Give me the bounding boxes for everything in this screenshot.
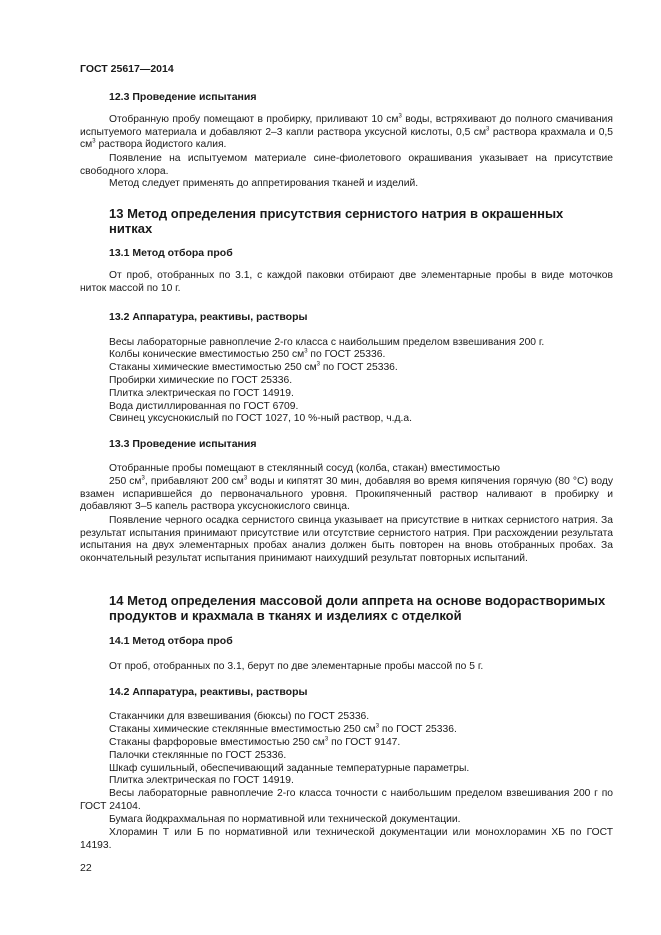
section-title-14: 14 Метод определения массовой доли аппрета на основе водорастворимых продуктов и крахмала в тканях и изделиях с отделкой [109, 593, 606, 623]
subsection-title-13-3: 13.3 Проведение испытания [109, 438, 257, 450]
subsection-title-13-2: 13.2 Аппаратура, реактивы, растворы [109, 311, 308, 323]
list-item-14-2-3: Стаканы фарфоровые вместимостью 250 $см^3$ по ГОСТ 9147. [109, 736, 401, 748]
list-item-14-2-4: Палочки стеклянные по ГОСТ 25336. [109, 750, 287, 761]
page-number: 22 [80, 862, 92, 874]
list-item-13-2-2: Колбы конические вместимостью 250 $см^3$ по ГОСТ 25336. [109, 348, 386, 360]
list-item-14-2-2: Стаканы химические стеклянные вместимостью 250 $см^3$ по ГОСТ 25336. [109, 723, 457, 735]
subsection-title-14-1: 14.1 Метод отбора проб [109, 635, 233, 647]
subsection-title-14-2: 14.2 Аппаратура, реактивы, растворы [109, 686, 308, 698]
paragraph-13-3-3: Появление черного осадка сернистого свинца указывает на присутствие в нитках сернистого натрия. За результат испытания принимают присутствие или отсутствие сернистого натрия. При расхождении результата испытания на двух элементарных пробах анализ должен быть повторен на вновь отобранных пробах. За окончательный результат испытания принимают наихудший результат повторных испытаний. [80, 515, 613, 565]
paragraph-13-3-2: 250 $см^3$, прибавляют 200 $см^3$ воды и кипятят 30 мин, добавляя во время кипячения горячую (80 °С) воду взамен испарившейся до первоначального уровня. Прокипяченный раствор наливают в пробирку и добавляют 3–5 капель раствора уксуснокислого свинца. [80, 475, 613, 513]
paragraph-13-3-1: Отобранные пробы помещают в стеклянный сосуд (колба, стакан) вместимостью [109, 463, 500, 474]
list-item-13-2-5: Плитка электрическая по ГОСТ 14919. [109, 388, 294, 399]
list-item-14-2-7: Весы лабораторные равноплечие 2-го класса точности с наибольшим пределом взвешивания 200 г по ГОСТ 24104. [80, 788, 613, 812]
subsection-title-13-1: 13.1 Метод отбора проб [109, 247, 233, 259]
list-item-14-2-9: Хлорамин Т или Б по нормативной или технической документации или монохлорамин ХБ по ГОСТ 14193. [80, 827, 613, 851]
list-item-13-2-4: Пробирки химические по ГОСТ 25336. [109, 375, 293, 386]
subsection-title-12-3: 12.3 Проведение испытания [109, 91, 257, 103]
list-item-14-2-5: Шкаф сушильный, обеспечивающий заданные температурные параметры. [109, 763, 470, 774]
list-item-13-2-3: Стаканы химические вместимостью 250 $см^3$ по ГОСТ 25336. [109, 361, 398, 373]
section-title-13: 13 Метод определения присутствия сернистого натрия в окрашенных нитках [109, 206, 564, 236]
paragraph-14-1: От проб, отобранных по 3.1, берут по две элементарные пробы массой по 5 г. [109, 661, 484, 672]
list-item-13-2-6: Вода дистиллированная по ГОСТ 6709. [109, 401, 299, 412]
list-item-14-2-1: Стаканчики для взвешивания (бюксы) по ГОСТ 25336. [109, 711, 370, 722]
list-item-13-2-1: Весы лабораторные равноплечие 2-го класса с наибольшим пределом взвешивания 200 г. [109, 337, 545, 348]
list-item-14-2-6: Плитка электрическая по ГОСТ 14919. [109, 775, 294, 786]
list-item-13-2-7: Свинец уксуснокислый по ГОСТ 1027, 10 %-ный раствор, ч.д.а. [109, 413, 412, 424]
paragraph-12-3-3: Метод следует применять до аппретирования тканей и изделий. [109, 178, 419, 189]
document-header: ГОСТ 25617—2014 [80, 63, 174, 75]
paragraph-13-1: От проб, отобранных по 3.1, с каждой паковки отбирают две элементарные пробы в виде моточков ниток массой по 10 г. [80, 270, 613, 294]
paragraph-12-3-1: Отобранную пробу помещают в пробирку, приливают 10 $см^3$ воды, встряхивают до полного смачивания испытуемого материала и добавляют 2–3 капли раствора уксусной кислоты, 0,5 $см^3$ раствора крахмала и 0,5 $см^3$ раствора йодистого калия. [80, 113, 614, 151]
paragraph-12-3-2: Появление на испытуемом материале сине-фиолетового окрашивания указывает на присутствие свободного хлора. [80, 153, 613, 177]
list-item-14-2-8: Бумага йодкрахмальная по нормативной или технической документации. [109, 814, 461, 825]
